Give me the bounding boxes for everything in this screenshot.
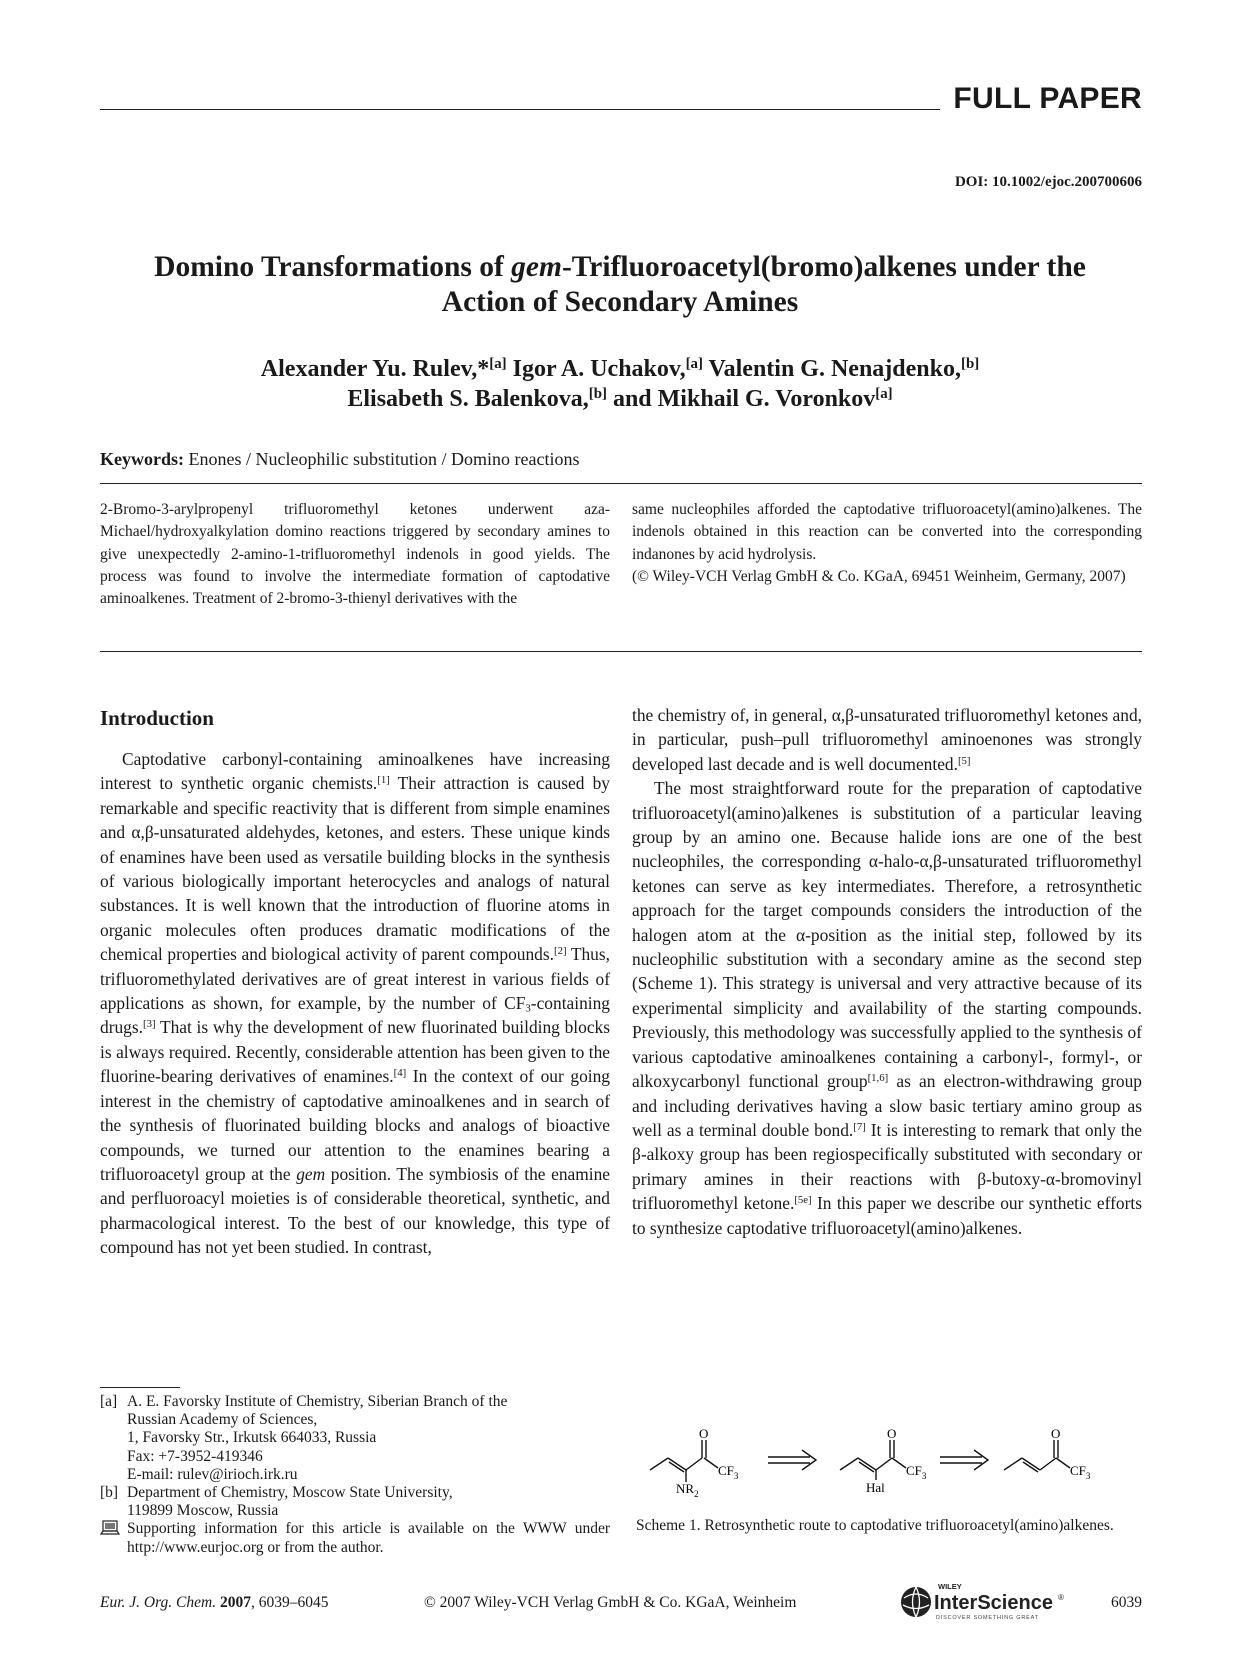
affiliation-mark: [a] [875, 385, 893, 402]
atom-label: $CF_3$ [906, 1463, 927, 1481]
svg-text:®: ® [1058, 1593, 1064, 1602]
retrosynthesis-arrow [940, 1450, 988, 1470]
citation[interactable]: [4] [393, 1067, 407, 1080]
interscience-logo[interactable] [898, 1578, 1068, 1622]
doi[interactable]: DOI: 10.1002/ejoc.200700606 [954, 174, 1142, 190]
globe-icon [901, 1587, 931, 1617]
author: and Mikhail G. Voronkov [612, 386, 876, 412]
atom-label: $CF_3$ [1070, 1463, 1091, 1481]
paragraph: the chemistry of, in general, α,β-unsaturated trifluoromethyl ketones and, in particular, push–pull trifluoromethyl aminoenones was strongly developed last decade and is well documented.[5] [632, 705, 1142, 774]
atom-label: Hal [866, 1480, 885, 1495]
scheme-1-diagram [640, 1420, 1140, 1499]
citation[interactable]: [5] [957, 754, 971, 767]
paragraph: The most straightforward route for the preparation of captodative trifluoroacetyl(amino)alkenes is substitution of a particular leaving group by an amino one. Because halide ions are one of the best nucleophiles, the corresponding α-halo-α,β-unsaturated trifluoromethyl ketones can serve as key intermediates. Therefore, a retrosynthetic approach for the target compounds considers the introduction of the halogen atom at the α-position as the initial step, followed by its nucleophilic substitution with a secondary amine as the second step (Scheme 1). This strategy is universal and very attractive because of its experimental simplicity and availability of the starting compounds. Previously, this methodology was successfully applied to the synthesis of various captodative aminoalkenes containing a carbonyl-, formyl-, or alkoxycarbonyl functional group[1,6] as an electron-withdrawing group and including derivatives having a slow basic tertiary amino group as well as a terminal double bond.[7] It is interesting to remark that only the β-alkoxy group has been regiospecifically substituted with secondary or primary amines in their reactions with β-butoxy-α-bromovinyl trifluoromethyl ketone.[5e] In this paper we describe our synthetic efforts to synthesize captodative trifluoroacetyl(amino)alkenes. [632, 778, 1142, 1238]
footnotes [100, 1393, 610, 1557]
atom-label: $NR_2$ [676, 1481, 699, 1499]
footer-copyright: © 2007 Wiley-VCH Verlag GmbH & Co. KGaA, Weinheim [424, 1594, 797, 1611]
affiliation-mark: [b] [961, 355, 980, 372]
author: Valentin G. Nenajdenko, [708, 356, 961, 382]
affiliation-mark: [a] [489, 355, 507, 372]
molecule-enone [1004, 1440, 1070, 1472]
abstract-copyright: (© Wiley-VCH Verlag GmbH & Co. KGaA, 69451 Weinheim, Germany, 2007) [632, 567, 1126, 585]
keywords-text: Enones / Nucleophilic substitution / Domino reactions [188, 449, 580, 469]
svg-text:WILEY: WILEY [938, 1582, 962, 1591]
footnote-affiliation-a: [a] A. E. Favorsky Institute of Chemistry, Siberian Branch of the Russian Academy of Sciences, 1, Favorsky Str., Irkutsk 664033, Russia Fax: +7-3952-419346 E-mail: rulev@irioch.irk.ru [100, 1393, 610, 1484]
scheme-caption: Scheme 1. Retrosynthetic route to captodative trifluoroacetyl(amino)alkenes. [636, 1517, 1114, 1534]
abstract-right: same nucleophiles afforded the captodative trifluoroacetyl(amino)alkenes. The indenols obtained in this reaction can be converted into the corresponding indanones by acid hydrolysis. (© Wiley-VCH Verlag GmbH & Co. KGaA, 69451 Weinheim, Germany, 2007) [632, 499, 1142, 588]
article-title: Domino Transformations of gem-Trifluoroacetyl(bromo)alkenes under the Action of Secondary Amines [154, 251, 1086, 318]
header-rule [100, 109, 940, 110]
abstract-bottom-rule [100, 651, 1142, 652]
journal-citation: Eur. J. Org. Chem. 2007, 6039–6045 [100, 1594, 329, 1611]
citation[interactable]: [2] [553, 945, 567, 958]
citation[interactable]: [3] [143, 1018, 156, 1031]
molecule-aminoalkene [650, 1440, 718, 1482]
svg-text:DISCOVER SOMETHING GREAT: DISCOVER SOMETHING GREAT [936, 1615, 1039, 1621]
atom-label: $CF_3$ [718, 1463, 739, 1481]
body-right-column [632, 703, 1142, 1240]
computer-icon [100, 1520, 120, 1541]
page-number: 6039 [1111, 1594, 1142, 1611]
citation[interactable]: [1,6] [867, 1072, 889, 1085]
citation[interactable]: [7] [853, 1120, 866, 1133]
molecule-haloalkene [840, 1440, 906, 1480]
author-list [110, 354, 1130, 414]
keywords-label: Keywords: [100, 449, 184, 469]
affiliation-mark: [a] [685, 355, 703, 372]
retrosynthesis-arrow [768, 1450, 816, 1470]
email-link[interactable]: E-mail: rulev@irioch.irk.ru [127, 1465, 298, 1483]
author: Elisabeth S. Balenkova, [347, 386, 589, 412]
footnote-rule [100, 1387, 180, 1388]
section-label: FULL PAPER [953, 82, 1142, 115]
atom-label: O [887, 1426, 897, 1441]
abstract-left: 2-Bromo-3-arylpropenyl trifluoromethyl ketones underwent aza-Michael/hydroxyalkylation domino reactions triggered by secondary amines to give unexpectedly 2-amino-1-trifluoromethyl indenols in good yields. The process was found to involve the intermediate formation of captodative aminoalkenes. Treatment of 2-bromo-3-thienyl derivatives with the [100, 501, 610, 608]
svg-text:InterScience: InterScience [934, 1592, 1053, 1614]
body-left-column [100, 747, 610, 1260]
atom-label: O [699, 1426, 709, 1441]
citation[interactable]: [5e] [794, 1194, 812, 1207]
paragraph: Captodative carbonyl-containing aminoalkenes have increasing interest to synthetic organic chemists.[1] Their attraction is caused by remarkable and specific reactivity that is different from simple enamines and α,β-unsaturated aldehydes, ketones, and esters. These unique kinds of enamines have been used as versatile building blocks in the synthesis of various biologically important heterocycles and analogs of natural substances. It is well known that the introduction of fluorine atoms in organic molecules often produces dramatic modifications of the chemical properties and biological activity of parent compounds.[2] Thus, trifluoromethylated derivatives are of great interest in various fields of applications as shown, for example, by the number of $CF_3$-containing drugs.[3] That is why the development of new fluorinated building blocks is always required. Recently, considerable attention has been given to the fluorine-bearing derivatives of enamines.[4] In the context of our going interest in the chemistry of captodative aminoalkenes and in search of the synthesis of fluorinated building blocks and analogs of bioactive compounds, we turned our attention to the enamines bearing a trifluoroacetyl group at the gem position. The symbiosis of the enamine and perfluoroacyl moieties is of considerable theoretical, synthetic, and pharmacological interest. To the best of our knowledge, this type of compound has not yet been studied. In contrast, [100, 749, 611, 1258]
atom-label: O [1051, 1426, 1061, 1441]
citation[interactable]: [1] [377, 774, 390, 787]
affiliation-mark: [b] [588, 385, 607, 402]
abstract-top-rule [100, 483, 1142, 484]
footnote-affiliation-b: [b] Department of Chemistry, Moscow State University, 119899 Moscow, Russia [100, 1484, 453, 1520]
author: Igor A. Uchakov, [512, 356, 686, 382]
keywords [100, 449, 1140, 470]
section-heading-introduction: Introduction [100, 706, 214, 730]
author: Alexander Yu. Rulev,* [260, 356, 490, 382]
footnote-supporting-info: Supporting information for this article is available on the WWW under http://www.eurjoc.org or from the author. [100, 1520, 610, 1556]
